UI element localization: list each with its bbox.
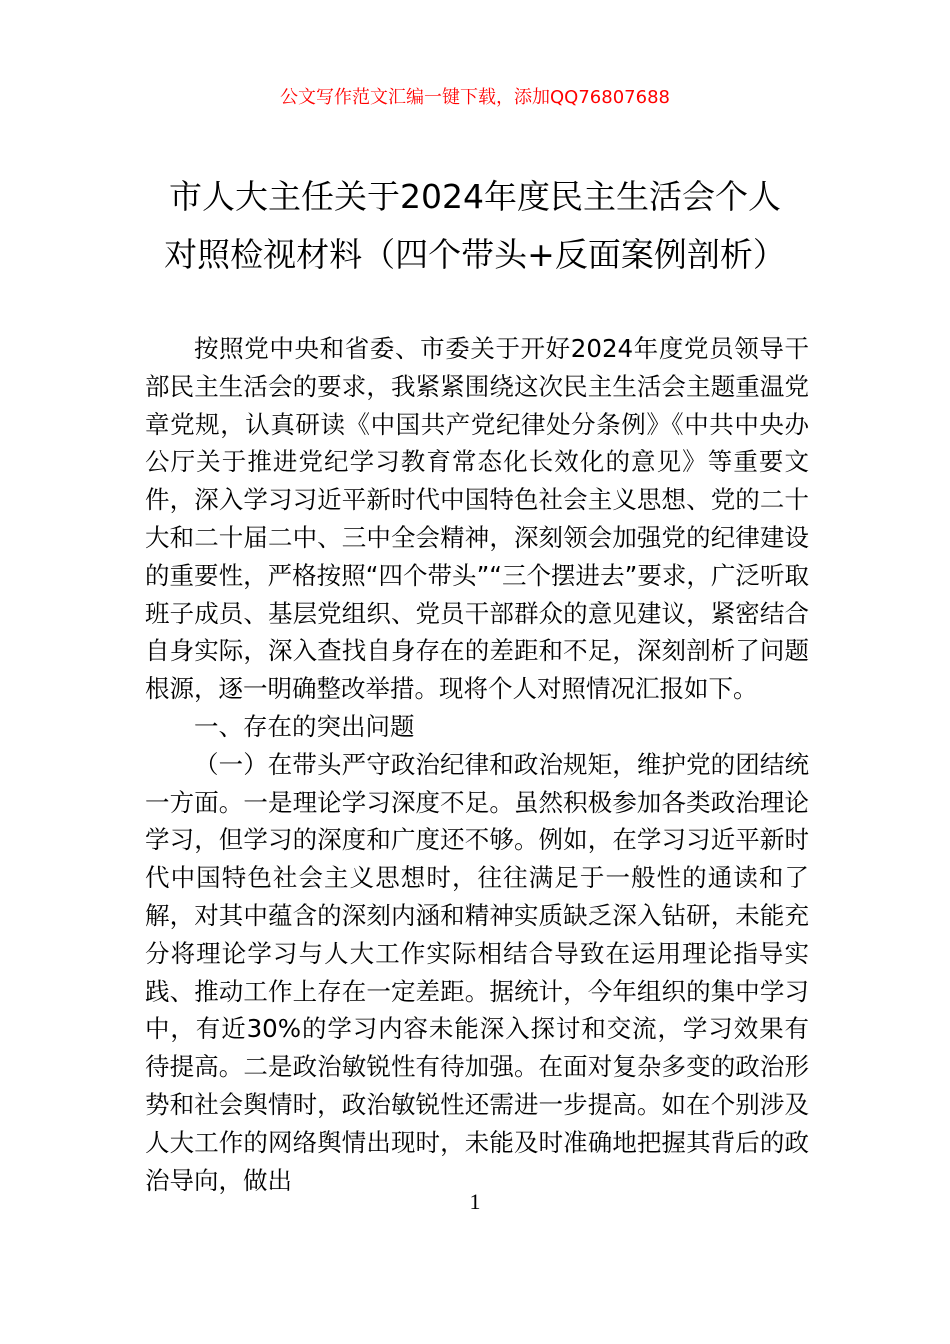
page-number: 1: [469, 1189, 481, 1214]
document-title: [120, 168, 830, 284]
subsection-paragraph: （一）在带头严守政治纪律和政治规矩，维护党的团结统一方面。一是理论学习深度不足。虽然积极参加各类政治理论学习，但学习的深度和广度还不够。例如，在学习习近平新时代中国特色社会主义思想时，往往满足于一般性的通读和了解，对其中蕴含的深刻内涵和精神实质缺乏深入钻研，未能充分将理论学习与人大工作实际相结合导致在运用理论指导实践、推动工作上存在一定差距。据统计，今年组织的集中学习中，有近30%的学习内容未能深入探讨和交流，学习效果有待提高。二是政治敏锐性有待加强。在面对复杂多变的政治形势和社会舆情时，政治敏锐性还需进一步提高。如在个别涉及人大工作的网络舆情出现时，未能及时准确地把握其背后的政治导向，做出: [145, 749, 809, 1195]
intro-paragraph: 按照党中央和省委、市委关于开好2024年度党员领导干部民主生活会的要求，我紧紧围绕这次民主生活会主题重温党章党规，认真研读《中国共产党纪律处分条例》《中共中央办公厅关于推进党纪学习教育常态化长效化的意见》等重要文件，深入学习习近平新时代中国特色社会主义思想、党的二十大和二十届二中、三中全会精神，深刻领会加强党的纪律建设的重要性，严格按照“四个带头”“三个摆进去”要求，广泛听取班子成员、基层党组织、党员干部群众的意见建议，紧密结合自身实际，深入查找自身存在的差距和不足，深刻剖析了问题根源，逐一明确整改举措。现将个人对照情况汇报如下。: [145, 334, 809, 704]
section-heading: 一、存在的突出问题: [194, 711, 415, 741]
document-body: [145, 330, 809, 1199]
title-line-2: 对照检视材料（四个带头+反面案例剖析）: [164, 235, 786, 274]
download-banner: 公文写作范文汇编一键下载，添加QQ76807688: [280, 87, 670, 108]
title-line-1: 市人大主任关于2024年度民主生活会个人: [169, 177, 781, 216]
